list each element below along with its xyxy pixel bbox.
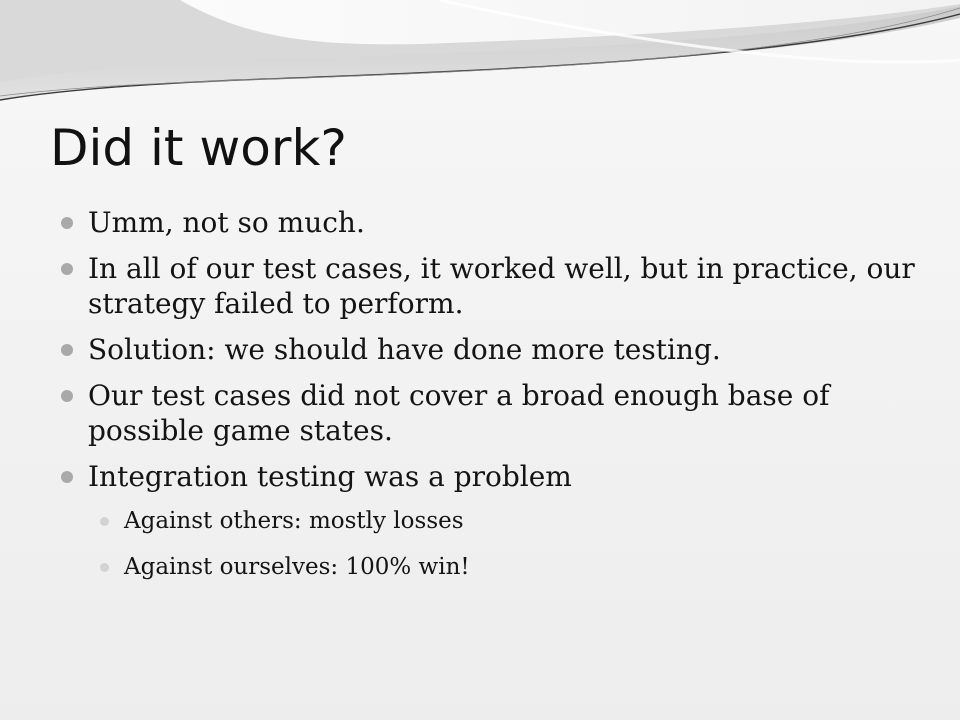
bullet-dot-icon [61, 471, 73, 483]
bullet-item [58, 459, 918, 494]
bullet-list [58, 205, 918, 598]
bullet-item [58, 251, 918, 321]
bullet-dot-icon [61, 217, 73, 229]
subbullet-text: Against ourselves: 100% win! [124, 554, 470, 580]
bullet-text: In all of our test cases, it worked well, but in practice, our strategy failed to perform. [88, 252, 915, 320]
subbullet-item [58, 506, 918, 536]
bullet-item [58, 205, 918, 240]
bullet-item [58, 332, 918, 367]
bullet-dot-icon [61, 263, 73, 275]
subbullet-dot-icon [100, 563, 109, 572]
bullet-text: Integration testing was a problem [88, 460, 572, 493]
bullet-text: Umm, not so much. [88, 206, 365, 239]
subbullet-item [58, 552, 918, 582]
slide-title: Did it work? [50, 119, 347, 177]
bullet-dot-icon [61, 344, 73, 356]
subbullet-dot-icon [100, 517, 109, 526]
subbullet-text: Against others: mostly losses [124, 508, 464, 534]
bullet-dot-icon [61, 390, 73, 402]
bullet-text: Solution: we should have done more testing. [88, 333, 721, 366]
bullet-text: Our test cases did not cover a broad enough base of possible game states. [88, 379, 830, 447]
bullet-item [58, 378, 918, 448]
header-swoosh-decoration [0, 0, 960, 130]
